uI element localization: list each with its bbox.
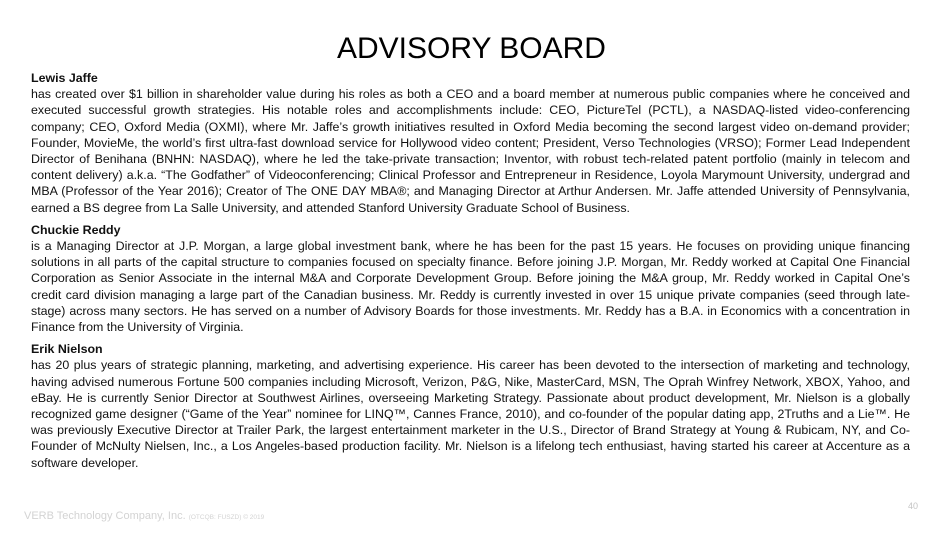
page-number: 40 (907, 501, 918, 511)
member-bio: has 20 plus years of strategic planning, marketing, and advertising experience. His career has been devoted to the intersection of marketing and technology, having advised numerous Fortune 500 companies including Microsoft, Verizon, P&G, Nike, MasterCard, MSN, The Oprah Winfrey Network, XBOX, Yahoo, and eBay. He is currently Senior Director at Southwest Airlines, overseeing Marketing Strategy. Passionate about product development, Mr. Nielson is a globally recognized game designer (“Game of the Year” nominee for LINQ™, Cannes France, 2010), and co-founder of the popular dating app, 2Truths and a Lie™. He was previously Executive Director at Trailer Park, the largest entertainment marketer in the U.S., Director of Brand Strategy at Young & Rubicam, NY, and Co-Founder of McNulty Nielsen, Inc., a Los Angeles-based production facility. Mr. Nielson is a lifelong tech enthusiast, having started his career at Accenture as a software developer. (31, 358, 910, 470)
member-bio: is a Managing Director at J.P. Morgan, a large global investment bank, where he has been for the past 15 years. He focuses on providing unique financing solutions in all parts of the capital structure to companies focused on specialty finance. Before joining J.P. Morgan, Mr. Reddy worked at Capital One Financial Corporation as Senior Associate in the internal M&A and Corporate Development Group. Before joining the M&A group, Mr. Reddy worked in Capital One’s credit card division managing a large part of the Canadian business. Mr. Reddy is currently invested in over 15 unique private companies (seed through late-stage) across many sectors. He has served on a number of Advisory Boards for those investments. Mr. Reddy has a B.A. in Economics with a concentration in Finance from the University of Virginia. (31, 239, 910, 335)
member-entry-erik-nielson (31, 341, 910, 471)
page-title: ADVISORY BOARD (337, 32, 606, 65)
member-name: Erik Nielson (31, 342, 103, 357)
company-name: VERB Technology Company, Inc. (24, 510, 186, 522)
member-entry-lewis-jaffe (31, 70, 910, 216)
member-entry-chuckie-reddy (31, 222, 910, 335)
advisory-board-list (31, 70, 910, 477)
member-name: Lewis Jaffe (31, 71, 98, 85)
member-name: Chuckie Reddy (31, 222, 121, 237)
ticker-copyright: (OTCQB: FUSZD) © 2019 (188, 514, 265, 521)
footer-company (24, 510, 264, 522)
member-bio: has created over $1 billion in shareholder value during his roles as both a CEO and a board member at numerous public companies where he conceived and executed successful growth strategies. His notable roles and accomplishments include: CEO, PictureTel (PCTL), a NASDAQ-listed video-conferencing company; CEO, Oxford Media (OXMI), where Mr. Jaffe’s growth initiatives resulted in Oxford Media becoming the second largest video on-demand provider; Founder, MovieMe, the world’s first ultra-fast download service for Hollywood video content; President, Verso Technologies (VRSO); Former Lead Independent Director of Benihana (BNHN: NASDAQ), where he led the take-private transaction; Inventor, with robust tech-related patent portfolio (mainly in telecom and content delivery) a.k.a. “The Godfather” of Videoconferencing; Clinical Professor and Entrepreneur in Residence, Loyola Marymount University, undergrad and MBA (Professor of the Year 2016); Creator of The ONE DAY MBA®; and Managing Director at Arthur Andersen. Mr. Jaffe attended University of Pennsylvania, earned a BS degree from La Salle University, and attended Stanford University Graduate School of Business. (31, 87, 910, 215)
